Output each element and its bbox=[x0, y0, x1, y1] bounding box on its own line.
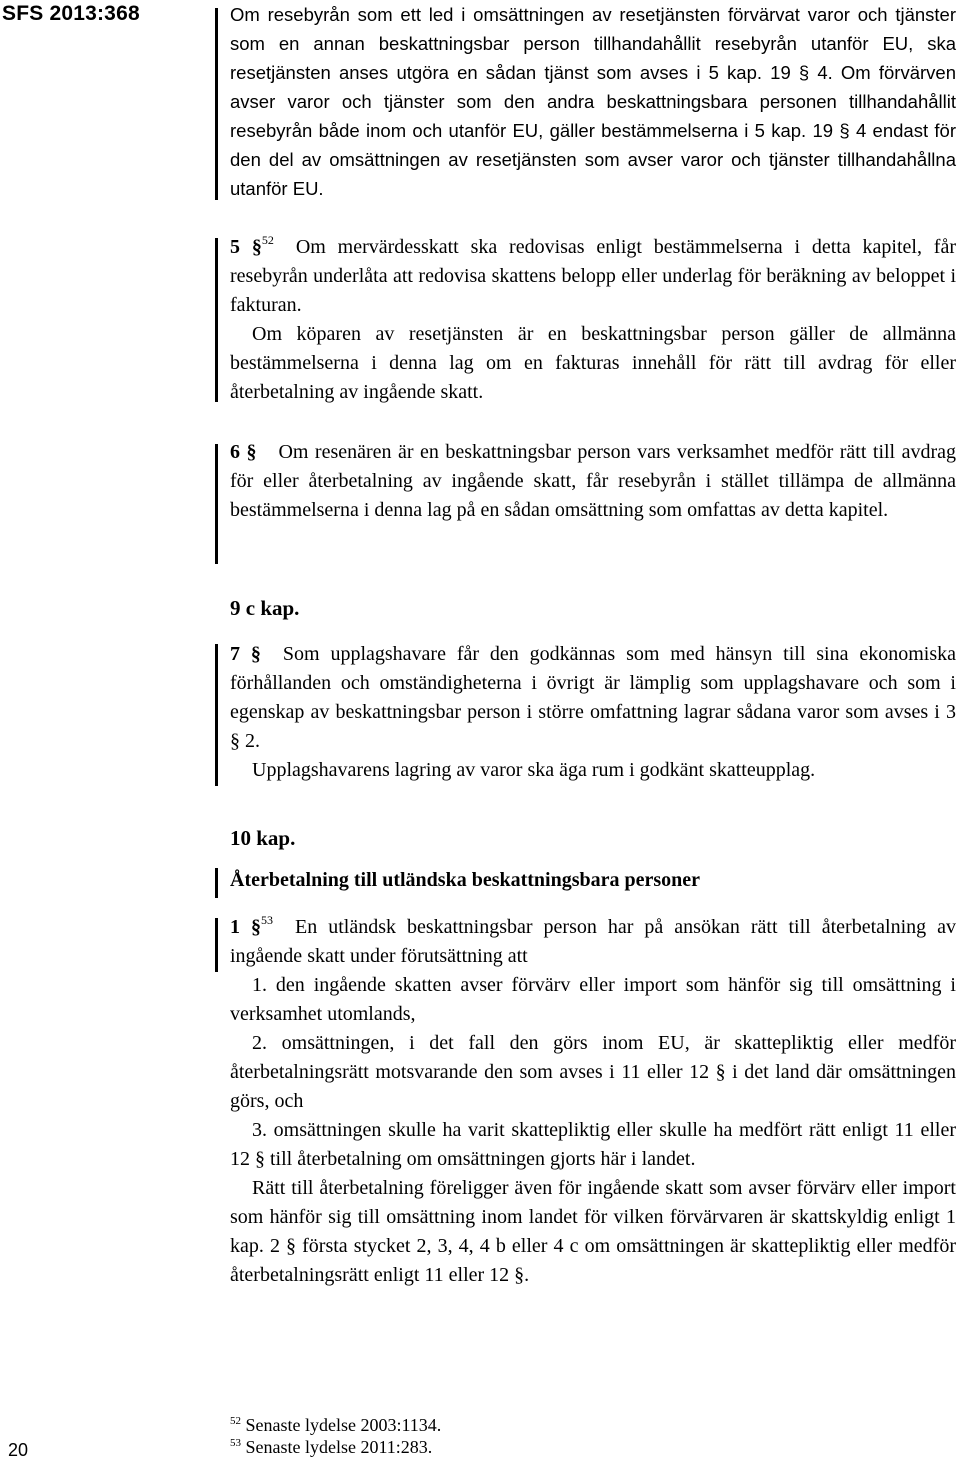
footnote-text: Senaste lydelse 2003:1134. bbox=[245, 1415, 442, 1435]
section-label: 7 § bbox=[230, 643, 261, 665]
section-text: En utländsk beskattningsbar person har på ansökan rätt till återbetalning av ingående skatt under förutsättning att bbox=[230, 916, 957, 967]
section-label: 6 § bbox=[230, 441, 257, 463]
footnote-text: Senaste lydelse 2011:283. bbox=[245, 1437, 433, 1457]
list-item-1: 1. den ingående skatten avser förvärv eller import som hänför sig till omsättning i verksamhet utomlands, bbox=[230, 974, 956, 1025]
section-5-para-2: Om köparen av resetjänsten är en beskattningsbar person gäller de allmänna bestämmelserna i denna lag om en fakturas innehåll för rätt till avdrag för eller återbetalning av ingående skatt. bbox=[230, 323, 956, 403]
change-bar bbox=[215, 238, 218, 402]
change-bar bbox=[215, 868, 218, 898]
chapter-9c bbox=[230, 596, 956, 621]
section-7-para-2: Upplagshavarens lagring av varor ska äga rum i godkänt skatteupplag. bbox=[252, 759, 816, 781]
list-item-3: 3. omsättningen skulle ha varit skattepliktig eller skulle ha medfört rätt enligt 11 eller 12 § till återbetalning om omsättningen gjorts här i landet. bbox=[230, 1119, 956, 1170]
change-bar bbox=[215, 918, 218, 972]
section-text: Om mervärdesskatt ska redovisas enligt bestämmelserna i detta kapitel, får resebyrån underlåta att redovisa skattens belopp eller underlag för beräkning av beloppet i fakturan. bbox=[230, 236, 957, 316]
block-intro bbox=[230, 0, 956, 203]
section-7 bbox=[230, 640, 956, 785]
section-label: 5 § bbox=[230, 236, 262, 258]
section-text: Om resenären är en beskattningsbar person vars verksamhet medför rätt till avdrag för eller återbetalning av ingående skatt, får resebyrån i stället tillämpa de allmänna bestämmelserna i denna lag på en sådan omsättning som omfattas av detta kapitel. bbox=[230, 441, 956, 521]
section-label: 1 § bbox=[230, 916, 262, 938]
section-1-intro bbox=[230, 913, 956, 971]
closing-paragraph: Rätt till återbetalning föreligger även för ingående skatt som avser förvärv eller import som hänför sig till omsättning inom landet för vilken förvärvaren är skattskyldig enligt 1 kap. 2 § första stycket 2, 3, 4, 4 b eller 4 c om omsättningen är skattepliktig eller medför återbetalningsrätt enligt 11 eller 12 §. bbox=[230, 1177, 956, 1286]
section-10-1 bbox=[230, 913, 956, 1290]
footnote-number: 53 bbox=[230, 1437, 241, 1449]
chapter-10-subheading-wrap bbox=[230, 869, 956, 892]
list-item-2: 2. omsättningen, i det fall den görs inom EU, är skattepliktig eller medför återbetalningsrätt motsvarande den som avses i 11 eller 12 § i det land där omsättningen görs, och bbox=[230, 1032, 956, 1112]
chapter-10 bbox=[230, 826, 956, 851]
footnote bbox=[230, 1436, 432, 1458]
change-bar bbox=[215, 444, 218, 564]
page-number: 20 bbox=[8, 1440, 29, 1460]
section-7-para-1 bbox=[230, 640, 956, 756]
section-5 bbox=[230, 233, 956, 407]
section-text: Som upplagshavare får den godkännas som med hänsyn till sina ekonomiska förhållanden och omständigheterna i övrigt är lämplig som upplagshavare och som i egenskap av beskattningsbar person i större omfattning lagrar sådana varor som avses i 3 § 2. bbox=[230, 643, 957, 752]
footnote-ref: 53 bbox=[261, 913, 274, 927]
chapter-heading: 9 c kap. bbox=[230, 596, 300, 620]
footnote bbox=[230, 1414, 441, 1436]
sfs-number: SFS 2013:368 bbox=[2, 2, 140, 25]
change-bar bbox=[215, 8, 218, 200]
footnote-ref: 52 bbox=[261, 233, 274, 247]
change-bar bbox=[215, 644, 218, 786]
section-5-para-1 bbox=[230, 233, 956, 320]
section-6-para bbox=[230, 438, 956, 525]
chapter-heading: 10 kap. bbox=[230, 826, 296, 850]
paragraph-intro: Om resebyrån som ett led i omsättningen av resetjänsten förvärvat varor och tjänster som en annan beskattningsbar person tillhandahållit resebyrån utanför EU, ska resetjänsten anses utgöra en sådan tjänst som avses i 5 kap. 19 § 4. Om förvärven avser varor och tjänster som den andra beskattningsbara personen tillhandahållit resebyrån både inom och utanför EU, gäller bestämmelserna i 5 kap. 19 § 4 endast för den del av omsättningen av resetjänsten som avser varor och tjänster tillhandahållna utanför EU. bbox=[230, 4, 956, 199]
chapter-subheading: Återbetalning till utländska beskattningsbara personer bbox=[230, 869, 701, 891]
footnote-number: 52 bbox=[230, 1415, 241, 1427]
section-6 bbox=[230, 438, 956, 525]
